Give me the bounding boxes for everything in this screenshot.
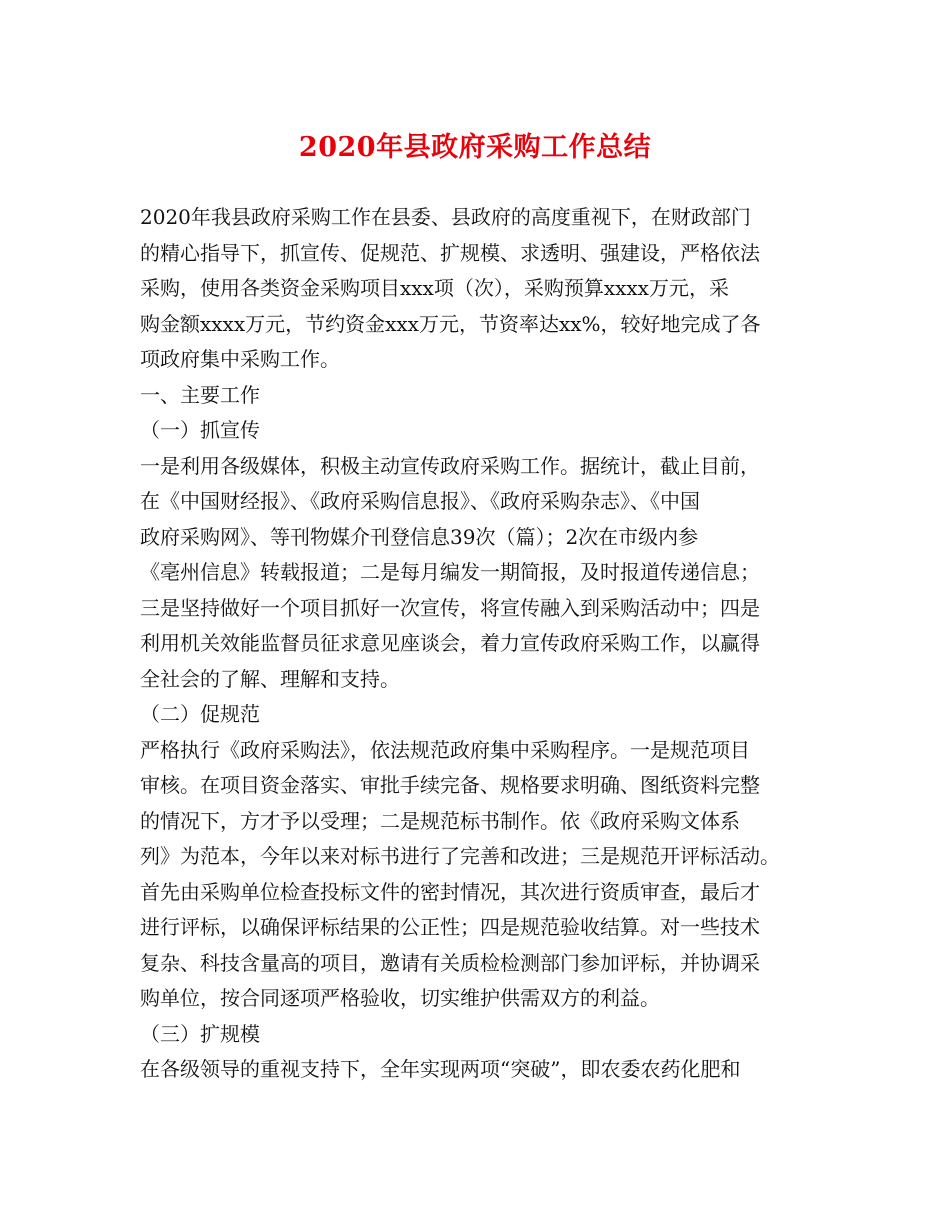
text-line: 列》为范本，今年以来对标书进行了完善和改进；三是规范开评标活动。	[140, 844, 780, 868]
text-line: 一是利用各级媒体，积极主动宣传政府采购工作。据统计，截止目前，	[140, 453, 760, 478]
text-line: 政府采购网》、等刊物媒介刊登信息39次（篇）；2次在市级内参	[140, 524, 699, 549]
text-line: 进行评标，以确保评标结果的公正性；四是规范验收结算。对一些技术	[140, 915, 760, 939]
text-line: 项政府集中采购工作。	[140, 347, 340, 371]
text-line: 审核。在项目资金落实、审批手续完备、规格要求明确、图纸资料完整	[140, 773, 760, 797]
text-line: 购金额xxxx万元，节约资金xxx万元，节资率达xx%，较好地完成了各	[140, 311, 761, 336]
subsection-heading: （三）扩规模	[140, 1021, 260, 1046]
text-line: 采购，使用各类资金采购项目xxx项（次），采购预算xxxx万元，采	[140, 276, 729, 300]
text-line: 首先由采购单位检查投标文件的密封情况，其次进行资质审查，最后才	[140, 879, 760, 904]
text-line: 全社会的了解、理解和支持。	[140, 666, 400, 691]
document-body	[140, 200, 830, 1088]
text-line: 在《中国财经报》、《政府采购信息报》、《政府采购杂志》、《中国	[140, 489, 700, 513]
text-line: 严格执行《政府采购法》，依法规范政府集中采购程序。一是规范项目	[140, 737, 750, 762]
text-line: 在各级领导的重视支持下，全年实现两项“突破”，即农委农药化肥和	[140, 1057, 741, 1081]
subsection-heading: （一）抓宣传	[140, 418, 260, 442]
text-line: 的精心指导下，抓宣传、促规范、扩规模、求透明、强建设，严格依法	[140, 240, 760, 265]
text-line: 的情况下，方才予以受理；二是规范标书制作。依《政府采购文体系	[140, 808, 740, 833]
text-line: 利用机关效能监督员征求意见座谈会，着力宣传政府采购工作，以赢得	[140, 631, 760, 655]
section-heading: 一、主要工作	[140, 382, 260, 407]
text-line: 2020年我县政府采购工作在县委、县政府的高度重视下，在财政部门	[140, 205, 751, 229]
text-line: 三是坚持做好一个项目抓好一次宣传，将宣传融入到采购活动中；四是	[140, 595, 760, 620]
subsection-heading: （二）促规范	[140, 702, 260, 726]
text-line: 购单位，按合同逐项严格验收，切实维护供需双方的利益。	[140, 986, 660, 1010]
text-line: 《亳州信息》转载报道；二是每月编发一期简报，及时报道传递信息；	[140, 560, 760, 584]
document-title: 2020年县政府采购工作总结	[298, 132, 652, 163]
text-line: 复杂、科技含量高的项目，邀请有关质检检测部门参加评标，并协调采	[140, 950, 760, 975]
